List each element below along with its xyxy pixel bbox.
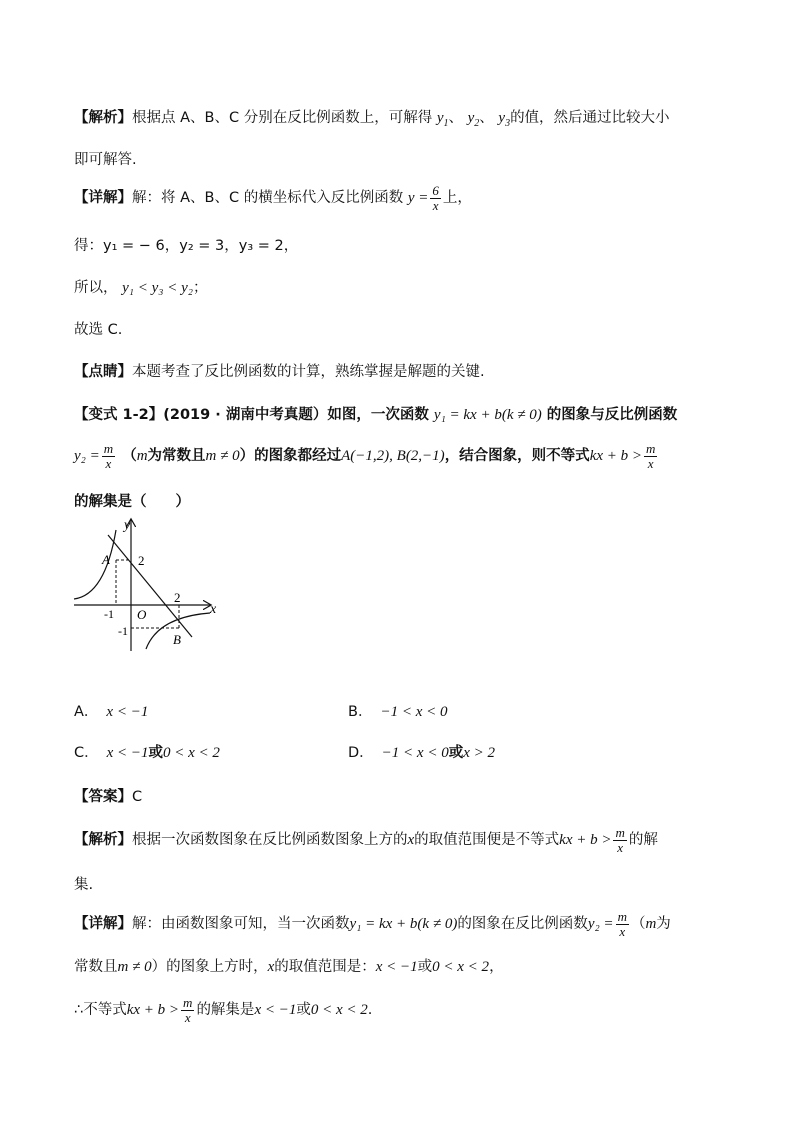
analysis2-line-1: 【解析】根据一次函数图象在反比例函数图象上方的x的取值范围便是不等式kx + b > $\frac{m}{x}$ 的解 xyxy=(74,825,658,855)
function-graph xyxy=(70,515,220,655)
detail2-line-1: 【详解】解：由函数图象可知，当一次函数y₁ = kx + b(k ≠ 0)的图象在反比例函数y₂ = $\frac{m}{x}$ （m为 xyxy=(74,909,671,939)
detail-choice-line: 故选 C. xyxy=(74,322,123,338)
tick-label-y-neg1: -1 xyxy=(118,624,128,638)
detail2-line-2: 常数且m ≠ 0）的图象上方时，x的取值范围是：x < −1或0 < x < 2， xyxy=(74,959,504,975)
option-b[interactable]: B． −1 < x < 0 xyxy=(348,704,448,720)
answer-line xyxy=(74,785,142,806)
fraction-m-over-x: $\frac{m}{x}$ xyxy=(183,995,193,1025)
option-a[interactable]: A． x < −1 xyxy=(74,704,149,720)
analysis-tag: 【解析】 xyxy=(74,832,132,849)
y-axis-label: y xyxy=(124,518,131,533)
analysis-line-1: 【解析】根据点 A、B、C 分别在反比例函数上，可解得 $y_1$、 $y_2$、 $y_3$的值，然后通过比较大小 xyxy=(74,110,670,129)
detail-tag: 【详解】 xyxy=(74,190,132,207)
detail-tag: 【详解】 xyxy=(74,916,132,933)
answer-value: C xyxy=(132,789,143,805)
var-y3: $y_3$ xyxy=(498,110,511,129)
analysis-line-2: 即可解答. xyxy=(74,152,137,168)
origin-label: O xyxy=(137,607,147,622)
fraction-m-over-x: $\frac{m}{x}$ xyxy=(646,441,656,471)
comment-line: 【点睛】本题考查了反比例函数的计算，熟练掌握是解题的关键. xyxy=(74,364,485,380)
fraction-m-over-x: $\frac{m}{x}$ xyxy=(615,825,625,855)
option-d[interactable]: D． −1 < x < 0或x > 2 xyxy=(348,745,495,761)
analysis2-line-2: 集. xyxy=(74,877,94,893)
fraction-m-over-x: $\frac{m}{x}$ xyxy=(617,909,627,939)
var-y2: $y_2$ xyxy=(467,110,480,129)
analysis-text: 根据点 A、B、C 分别在反比例函数上，可解得 xyxy=(132,110,433,126)
comment-tag: 【点睛】 xyxy=(74,364,132,380)
fraction-6-over-x: $\frac{6}{x}$ xyxy=(432,183,439,213)
detail-line-1: 【详解】解：将 A、B、C 的横坐标代入反比例函数 y = $\frac{6}{x}$ 上， xyxy=(74,183,472,213)
x-axis-label: x xyxy=(210,602,217,617)
analysis-tag: 【解析】 xyxy=(74,110,132,126)
problem-tag: 【变式 1-2】 xyxy=(74,407,164,423)
tick-label-x-neg1: -1 xyxy=(104,607,114,621)
fraction-m-over-x: $\frac{m}{x}$ xyxy=(103,441,114,471)
problem-source: (2019 · 湖南中考真题） xyxy=(163,407,328,423)
detail-values-line: 得：y₁ = − 6，y₂ = 3，y₃ = 2， xyxy=(74,238,299,254)
detail-so-line: 所以， y₁ < y₃ < y₂； xyxy=(74,280,208,296)
point-b-label: B xyxy=(173,632,181,647)
option-c[interactable]: C． x < −1或0 < x < 2 xyxy=(74,745,220,761)
problem-line-3: 的解集是（ ） xyxy=(74,494,190,510)
detail2-line-3: ∴不等式kx + b > $\frac{m}{x}$ 的解集是x < −1或0 < x < 2. xyxy=(74,995,373,1025)
tick-label-y-2: 2 xyxy=(138,553,145,568)
problem-line-2: y₂ = $\frac{m}{x}$ （m为常数且m ≠ 0）的图象都经过A(−1,2), B(2,−1)，结合图象，则不等式kx + b > $\frac{m}{x}$ xyxy=(74,441,656,471)
answer-tag: 【答案】 xyxy=(74,789,132,805)
point-a-label: A xyxy=(102,552,110,567)
tick-label-x-2: 2 xyxy=(174,590,181,605)
problem-line-1: 【变式 1-2】(2019 · 湖南中考真题）如图，一次函数 y₁ = kx + b(k ≠ 0) 的图象与反比例函数 xyxy=(74,407,678,423)
var-y1: $y_1$ xyxy=(436,110,449,129)
